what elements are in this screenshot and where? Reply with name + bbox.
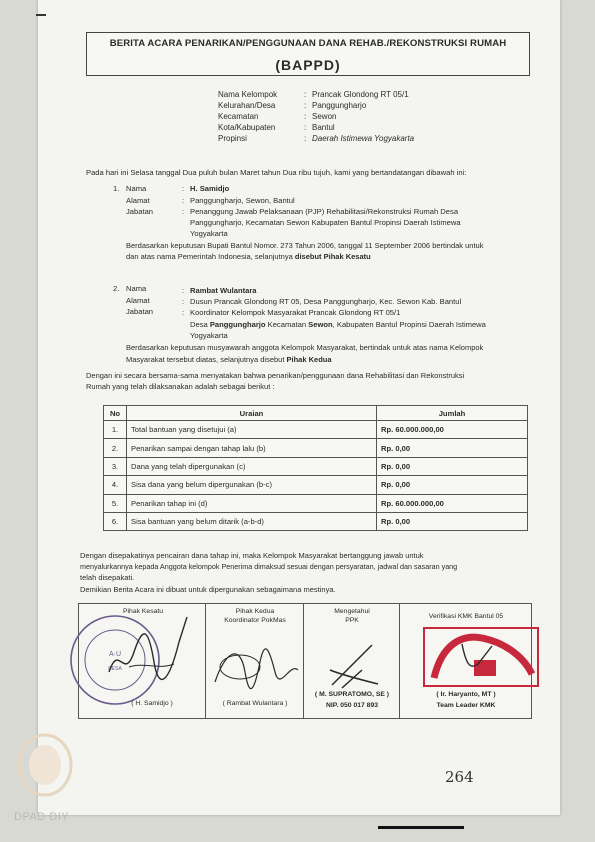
party1-basis-line1: Berdasarkan keputusan Bupati Bantul Nomor. 273 Tahun 2006, tanggal 11 September 2006 bertindak untuk: [126, 241, 484, 250]
party1-colon: :: [182, 196, 185, 205]
row-no: 3.: [104, 457, 127, 475]
document-title: BERITA ACARA PENARIKAN/PENGGUNAAN DANA REHAB./REKONSTRUKSI RUMAH: [109, 38, 507, 49]
col3-heading: Mengetahui: [334, 608, 370, 615]
col2-subheading: Koordinator PokMas: [224, 617, 286, 624]
col3-subheading: PPK: [345, 617, 359, 624]
row-desc: Sisa dana yang belum dipergunakan (b-c): [127, 476, 377, 494]
info-label: Kecamatan: [218, 112, 259, 121]
party1-number: 1.: [113, 184, 120, 193]
party2-number: 2.: [113, 284, 120, 293]
signature-col-ppk: [303, 604, 400, 718]
info-row-kelompok: [218, 90, 414, 101]
party2-alamat: Dusun Prancak Glondong RT 05, Desa Panggungharjo, Kec. Sewon Kab. Bantul: [190, 297, 462, 306]
document-acronym: (BAPPD): [275, 57, 341, 73]
archive-watermark: DPAD DIY: [14, 811, 70, 823]
page-number-handwritten: 264: [445, 768, 474, 786]
fund-table: [103, 405, 528, 531]
table-header-row: [104, 406, 528, 421]
title-box: [86, 32, 530, 76]
party2-jabatan-text: Desa: [190, 320, 210, 329]
table-row: [104, 512, 528, 530]
info-value: Bantul: [312, 123, 335, 132]
info-sep: :: [304, 123, 307, 132]
info-sep: :: [304, 134, 307, 143]
corner-mark: [36, 14, 46, 16]
party2-jabatan-label: Jabatan: [126, 307, 154, 316]
row-no: 6.: [104, 512, 127, 530]
party2-kecamatan: Sewon: [308, 320, 333, 329]
closing-line2: menyalurkannya kepada Anggota kelompok Penerima dimaksud sesuai dengan persyaratan, jadwal dan sasaran yang: [80, 562, 458, 571]
kmk-stamp: [422, 624, 540, 694]
party2-jabatan-text: , Kabupaten Bantul Propinsi Daerah Istimewa: [332, 320, 486, 329]
signature-col-kmk: [399, 604, 532, 718]
info-row-kecamatan: [218, 112, 414, 123]
party2-nama: Rambat Wulantara: [190, 286, 257, 295]
party1-basis-line2: [126, 252, 528, 262]
party1-basis-text: dan atas nama Pemerintah Indonesia, selanjutnya: [126, 252, 295, 261]
table-row: [104, 476, 528, 494]
info-value: Daerah Istimewa Yogyakarta: [312, 134, 415, 143]
party2-colon: :: [182, 286, 185, 295]
statement-line2: Rumah yang telah dilaksanakan adalah sebagai berikut :: [86, 382, 275, 391]
party2-jabatan-line2: [190, 320, 530, 330]
party1-nama-label: Nama: [126, 184, 147, 193]
row-no: 5.: [104, 494, 127, 512]
party1-designation: disebut Pihak Kesatu: [294, 252, 371, 261]
party1-jabatan-line1: Penanggung Jawab Pelaksanaan (PJP) Rehabilitasi/Rekonstruksi Rumah Desa: [190, 207, 459, 216]
signature-col-pihak-kedua: [205, 604, 304, 718]
col3-nip: NIP. 050 017 893: [325, 702, 379, 709]
info-sep: :: [304, 90, 307, 99]
scan-edge-bar: [378, 826, 464, 829]
closing-line1: Dengan disepakatinya pencairan dana tahap ini, maka Kelompok Masyarakat bertanggung jawab untuk: [80, 551, 424, 560]
info-sep: :: [304, 101, 307, 110]
party1-alamat: Panggungharjo, Sewon, Bantul: [190, 196, 295, 205]
col1-signatory: ( H. Samidjo ): [131, 700, 173, 707]
dpad-logo-watermark: [14, 730, 76, 800]
closing-line3: telah disepakati.: [80, 573, 135, 582]
row-amount: Rp. 0,00: [377, 457, 528, 475]
party1-jabatan-label: Jabatan: [126, 207, 154, 216]
party2-basis-line1: Berdasarkan keputusan musyawarah anggota Kelompok Masyarakat, bertindak untuk atas nama Kelompok: [126, 343, 484, 352]
party1-nama: H. Samidjo: [190, 184, 230, 193]
col1-heading: Pihak Kesatu: [123, 608, 164, 615]
table-row: [104, 457, 528, 475]
party1-jabatan-line3: Yogyakarta: [190, 229, 228, 238]
row-desc: Penarikan tahap ini (d): [127, 494, 377, 512]
info-label: Nama Kelompok: [218, 90, 278, 99]
col3-signatory: ( M. SUPRATOMO, SE ): [314, 691, 390, 698]
col4-signatory: ( Ir. Haryanto, MT ): [436, 691, 496, 698]
info-value: Prancak Glondong RT 05/1: [312, 90, 409, 99]
closing-line4: Demikian Berita Acara ini dibuat untuk dipergunakan sebagaimana mestinya.: [80, 585, 336, 594]
party2-jabatan-text: Kecamatan: [265, 320, 309, 329]
row-no: 4.: [104, 476, 127, 494]
statement-line1: Dengan ini secara bersama-sama menyatakan bahwa penarikan/penggunaan dana Rehabilitasi dan Rekonstruksi: [86, 371, 465, 380]
row-amount: Rp. 60.000.000,00: [377, 421, 528, 439]
row-desc: Total bantuan yang disetujui (a): [127, 421, 377, 439]
row-desc: Sisa bantuan yang belum ditarik (a-b-d): [127, 512, 377, 530]
info-row-kabupaten: [218, 123, 414, 134]
header-no: No: [104, 406, 127, 421]
party2-desa: Panggungharjo: [209, 320, 266, 329]
row-desc: Dana yang telah dipergunakan (c): [127, 457, 377, 475]
col2-heading: Pihak Kedua: [235, 608, 275, 615]
party2-colon: :: [182, 308, 185, 317]
info-value: Panggungharjo: [312, 101, 367, 110]
party2-basis-text: Masyarakat tersebut diatas, selanjutnya disebut: [126, 355, 287, 364]
row-amount: Rp. 0,00: [377, 476, 528, 494]
signature-table: [78, 603, 532, 719]
party2-jabatan-line3: Yogyakarta: [190, 331, 228, 340]
signature-col-pihak-kesatu: [79, 604, 205, 718]
info-sep: :: [304, 112, 307, 121]
party2-nama-label: Nama: [126, 284, 147, 293]
party2-designation: Pihak Kedua: [286, 355, 332, 364]
table-row: [104, 421, 528, 439]
row-no: 2.: [104, 439, 127, 457]
info-label: Kelurahan/Desa: [218, 101, 276, 110]
signature-supratomo: [322, 640, 386, 692]
info-label: Kota/Kabupaten: [218, 123, 276, 132]
info-row-propinsi: [218, 134, 414, 145]
header-uraian: Uraian: [127, 406, 377, 421]
party2-alamat-label: Alamat: [126, 296, 150, 305]
party1-colon: :: [182, 207, 185, 216]
party2-basis-line2: [126, 355, 530, 365]
row-amount: Rp. 0,00: [377, 512, 528, 530]
row-no: 1.: [104, 421, 127, 439]
row-amount: Rp. 60.000.000,00: [377, 494, 528, 512]
info-row-desa: [218, 101, 414, 112]
col2-signatory: ( Rambat Wulantara ): [222, 700, 288, 707]
col4-heading: Verifikasi KMK Bantul 05: [428, 613, 504, 620]
svg-text:DESA: DESA: [108, 666, 122, 672]
row-amount: Rp. 0,00: [377, 439, 528, 457]
info-label: Propinsi: [218, 134, 247, 143]
party1-alamat-label: Alamat: [126, 196, 150, 205]
signature-samidjo: [99, 612, 199, 692]
row-desc: Penarikan sampai dengan tahap lalu (b): [127, 439, 377, 457]
table-row: [104, 439, 528, 457]
info-value: Sewon: [312, 112, 337, 121]
party2-jabatan-line1: Koordinator Kelompok Masyarakat Prancak Glondong RT 05/1: [190, 308, 401, 317]
col4-role: Team Leader KMK: [436, 702, 496, 709]
table-row: [104, 494, 528, 512]
signature-rambat: [210, 632, 302, 694]
header-jumlah: Jumlah: [377, 406, 528, 421]
party2-colon: :: [182, 297, 185, 306]
group-info: [218, 90, 414, 145]
svg-text:A·U: A·U: [108, 651, 122, 658]
party1-colon: :: [182, 184, 185, 193]
party1-jabatan-line2: Panggungharjo, Kecamatan Sewon Kabupaten Bantul Propinsi Daerah Istimewa: [190, 218, 461, 227]
intro-text: Pada hari ini Selasa tanggal Dua puluh bulan Maret tahun Dua ribu tujuh, kami yang bertandatangan dibawah ini:: [86, 168, 467, 177]
